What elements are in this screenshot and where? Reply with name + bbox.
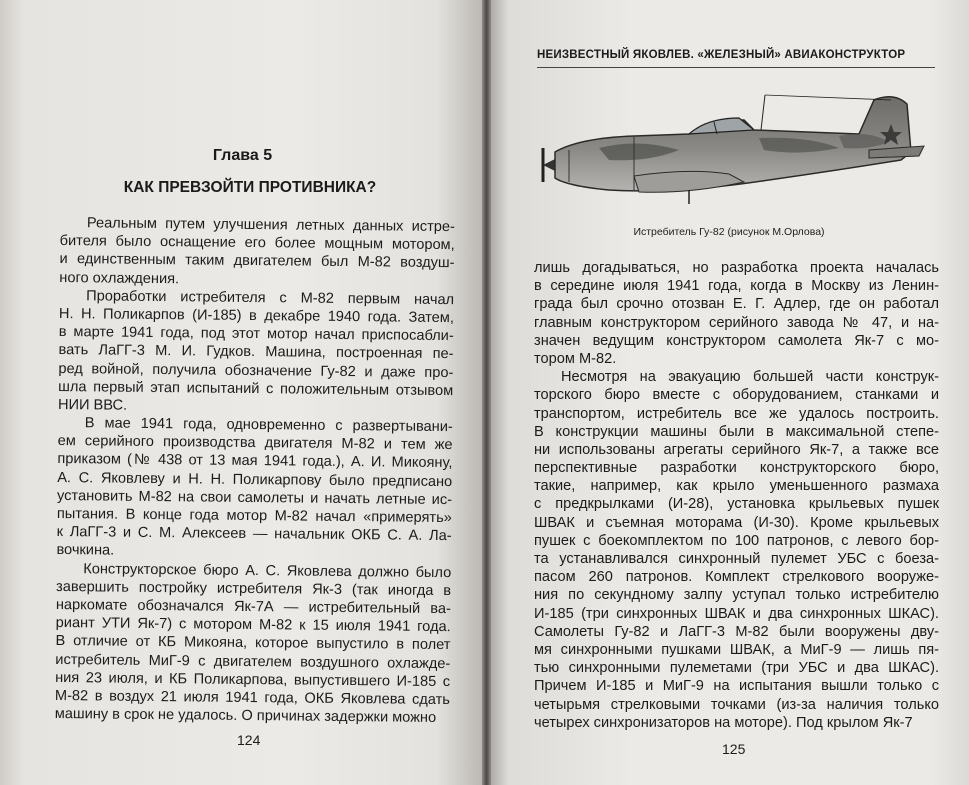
text-line: тором М-82. — [534, 350, 617, 367]
text-line: шла первый этап испытаний с положительным отзывом — [58, 378, 454, 399]
text-line: четырьмя стрелковыми точками (из-за наличия только — [534, 696, 939, 713]
text-line: с предкрылками (И-28), установка крыльевых пушек — [534, 496, 939, 513]
text-line: В отличие от КБ Микояна, которое выпустило в полет — [55, 633, 451, 654]
text-line: ни использованы агрегаты серийного Як-7, а также все — [534, 441, 939, 458]
text-line: ем серийного производства двигателя М-82 и тем же — [57, 433, 453, 454]
text-line: В мае 1941 года, одновременно с развертывани- — [84, 415, 453, 436]
text-line: ШВАК и съемная моторама (И-30). Кроме крыльевых — [534, 514, 939, 531]
text-line: В конструкции машины были в максимальной степе- — [534, 423, 939, 440]
paragraph — [59, 214, 455, 291]
text-line: НИИ ВВС. — [57, 396, 128, 414]
text-line: завершить постройку истребителя Як-3 (так иногда в — [56, 578, 452, 599]
text-line: Н. Н. Поликарпов (И-185) в декабре 1940 года. Затем, — [58, 305, 455, 327]
text-line: ния 23 июля, и КБ Поликарпова, выпустившего И-185 с — [55, 669, 451, 690]
chapter-label: Глава 5 — [212, 147, 273, 164]
text-line: Самолеты Гу-82 и ЛаГГ-3 М-82 были вооружены дву- — [534, 623, 939, 640]
text-line: установить М-82 на свои самолеты и начать летные ис- — [56, 487, 453, 508]
text-line: значен ведущим конструктором самолета Як-7 с мо- — [534, 332, 939, 349]
spinner — [543, 159, 555, 171]
wing — [634, 171, 744, 192]
antenna-wire — [765, 95, 891, 100]
text-line: ния по секундному залпу уступал только истребителю — [534, 587, 939, 604]
text-line: перспективные разработки конструкторского бюро, — [534, 460, 939, 477]
running-header: НЕИЗВЕСТНЫЙ ЯКОВЛЕВ. «ЖЕЛЕЗНЫЙ» АВИАКОНСТРУКТОР — [537, 49, 906, 61]
chapter-title: КАК ПРЕВЗОЙТИ ПРОТИВНИКА? — [123, 179, 377, 196]
text-line: лишь догадываться, но разработка проекта началась — [534, 260, 939, 276]
text-line: и единственным таким двигателем был М-82 воздуш- — [59, 251, 455, 272]
text-line: И-185 (три синхронных ШВАК и два синхронных ШКАС). — [534, 605, 939, 622]
text-line: в середине июля 1941 года, когда в Москву из Ленин- — [534, 278, 939, 295]
paragraph — [56, 414, 453, 564]
text-line: тью синхронными пулеметами (три УБС и два ШКАС). — [534, 660, 939, 677]
text-line: ред войной, получила обозначение Гу-82 и даже про- — [58, 360, 454, 381]
left-body-text — [55, 214, 455, 727]
antenna-mast — [761, 95, 765, 130]
text-line: приказом (№ 438 от 13 мая 1941 года.), А. И. Микояну, — [57, 451, 453, 472]
text-line: такие, например, как крыло уменьшенного размаха — [534, 478, 939, 495]
text-line: вать ЛаГГ-3 М. И. Гудков. Машина, построенная пе- — [58, 342, 454, 363]
text-line: пытания. В конце года мотор М-82 начал «примерять» — [56, 505, 452, 527]
text-line: четырех синхронизаторов на моторе). Под крылом Як-7 — [534, 714, 913, 731]
text-line: транспортом, истребитель все же удалось построить. — [534, 405, 939, 422]
figure-caption: Истребитель Гу-82 (рисунок М.Орлова) — [633, 226, 825, 238]
text-line: Проработки истребителя с М-82 первым начал — [86, 288, 455, 308]
paragraph — [55, 560, 452, 728]
text-line: М-82 в воздух 21 июля 1941 года, ОКБ Яковлева сдать — [54, 687, 451, 708]
paragraph — [534, 259, 939, 368]
right-body-text — [534, 259, 939, 732]
text-line: ного охлаждения. — [59, 269, 180, 287]
text-line: истребитель МиГ-9 с двигателем воздушного охлажде- — [55, 651, 451, 672]
page-number: 125 — [722, 741, 746, 757]
text-line: в марте 1941 года, под этот мотор начал приспосабли- — [58, 324, 454, 345]
text-line: главным конструктором серийного завода № 47, и на- — [534, 314, 939, 331]
text-line: Конструкторское бюро А. С. Яковлева должно было — [83, 560, 452, 581]
text-line: пасом 260 патронов. Комплект стрелкового вооруже- — [534, 569, 939, 586]
right-page — [489, 0, 969, 785]
text-line: пушек с боекомплектом по 100 патронов, с левого бор- — [534, 532, 939, 549]
aircraft-illustration — [539, 90, 939, 220]
text-line: риант УТИ Як-7) с мотором М-82 к 15 июля 1941 года. — [55, 615, 451, 636]
text-line: града был срочно отозван Е. Г. Адлер, где он работал — [534, 296, 939, 313]
text-line: А. С. Яковлеву и Н. Н. Поликарпову было предписано — [57, 469, 453, 490]
text-line: Причем И-185 и МиГ-9 на испытания вышли только с — [534, 678, 939, 695]
paragraph — [58, 287, 454, 418]
text-line: Несмотря на эвакуацию большей части конструк- — [561, 369, 939, 386]
text-line: к ЛаГГ-3 и С. М. Алексеев — начальник ОКБ С. А. Ла- — [56, 524, 452, 545]
text-line: машину в срок не удалось. О причинах задержки можно — [54, 706, 437, 727]
text-line: наркомате обозначался Як-7А — истребительный ва- — [55, 596, 451, 618]
text-line: та устанавливался синхронный пулемет УБС с боеза- — [534, 551, 939, 567]
text-line: мя синхронными пушками ШВАК, а МиГ-9 — лишь пя- — [534, 641, 939, 658]
text-line: Реальным путем улучшения летных данных истре- — [86, 215, 455, 236]
page-number: 124 — [237, 732, 261, 748]
text-line: бителя было оснащение его более мощным мотором, — [59, 233, 455, 254]
paragraph — [534, 368, 939, 732]
header-rule — [537, 67, 935, 68]
text-line: вочкина. — [56, 542, 115, 559]
text-line: торского бюро вместе с оборудованием, станками и — [534, 387, 939, 404]
book-gutter — [482, 0, 491, 785]
